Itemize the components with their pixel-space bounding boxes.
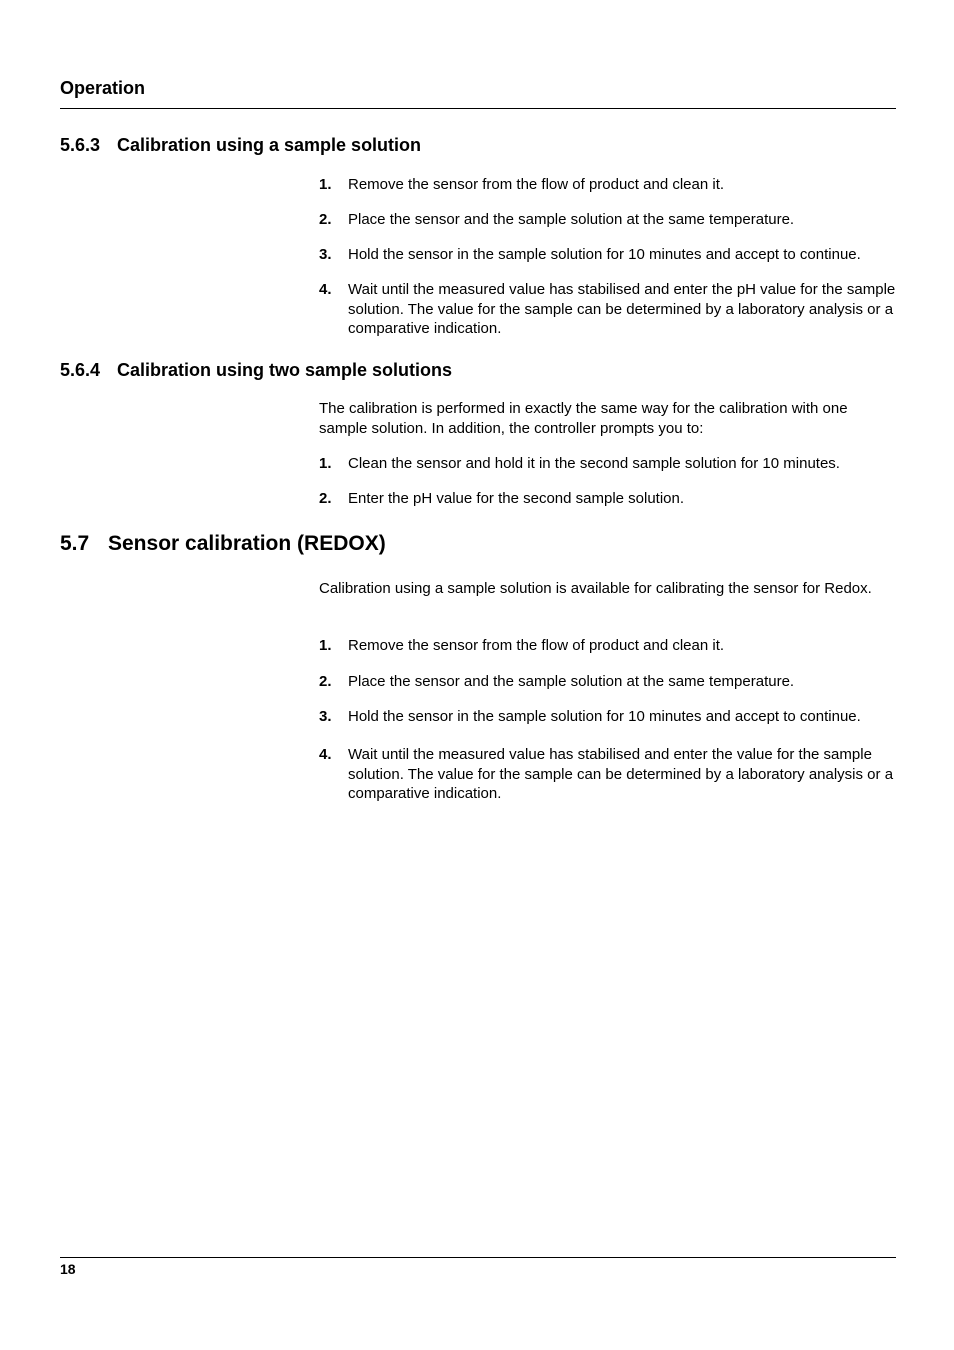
step-number: 4. [319, 746, 332, 763]
step-number: 2. [319, 211, 332, 228]
footer-rule [60, 1257, 896, 1258]
step-item [319, 745, 896, 804]
step-text: Place the sensor and the sample solution at the same temperature. [348, 211, 795, 228]
step-number: 2. [319, 490, 332, 507]
step-number: 2. [319, 673, 332, 690]
step-text: Clean the sensor and hold it in the second sample solution for 10 minutes. [348, 455, 840, 472]
step-number: 3. [319, 246, 332, 263]
step-text: Hold the sensor in the sample solution for 10 minutes and accept to continue. [348, 708, 861, 725]
step-number: 1. [319, 455, 332, 472]
section-title: Sensor calibration (REDOX) [108, 532, 386, 555]
section-number: 5.6.3 [60, 135, 101, 155]
page-number: 18 [60, 1261, 76, 1277]
step-item [319, 454, 896, 474]
step-item [319, 210, 896, 230]
section-number: 5.7 [60, 532, 90, 555]
step-number: 3. [319, 708, 332, 725]
page-header-title: Operation [60, 78, 146, 98]
step-item [319, 489, 896, 509]
step-text: Remove the sensor from the flow of product and clean it. [348, 176, 725, 193]
step-item [319, 175, 896, 195]
step-text: Hold the sensor in the sample solution for 10 minutes and accept to continue. [348, 246, 861, 263]
step-text: Place the sensor and the sample solution at the same temperature. [348, 673, 795, 690]
step-item [319, 245, 896, 265]
intro-paragraph: Calibration using a sample solution is available for calibrating the sensor for Redox. [319, 580, 872, 597]
section-heading-5-6-3 [60, 135, 421, 156]
header-rule [60, 108, 896, 109]
step-item [319, 636, 896, 656]
step-number: 1. [319, 176, 332, 193]
step-number: 4. [319, 281, 332, 298]
step-text: Wait until the measured value has stabilised and enter the value for the sample solution. The value for the sample can be determined by a laboratory analysis or a comparative indication. [348, 746, 894, 802]
step-number: 1. [319, 637, 332, 654]
section-heading-5-6-4 [60, 360, 452, 381]
step-text: Wait until the measured value has stabilised and enter the pH value for the sample solution. The value for the sample can be determined by a laboratory analysis or a comparative indication. [348, 281, 896, 337]
step-text: Remove the sensor from the flow of product and clean it. [348, 637, 725, 654]
section-number: 5.6.4 [60, 360, 101, 380]
section-title: Calibration using a sample solution [117, 135, 422, 155]
step-text: Enter the pH value for the second sample solution. [348, 490, 685, 507]
step-item [319, 280, 896, 339]
intro-paragraph: The calibration is performed in exactly the same way for the calibration with one sample solution. In addition, the controller prompts you to: [319, 400, 848, 437]
step-item [319, 707, 896, 727]
step-item [319, 672, 896, 692]
section-heading-5-7 [60, 532, 386, 556]
section-title: Calibration using two sample solutions [117, 360, 453, 380]
